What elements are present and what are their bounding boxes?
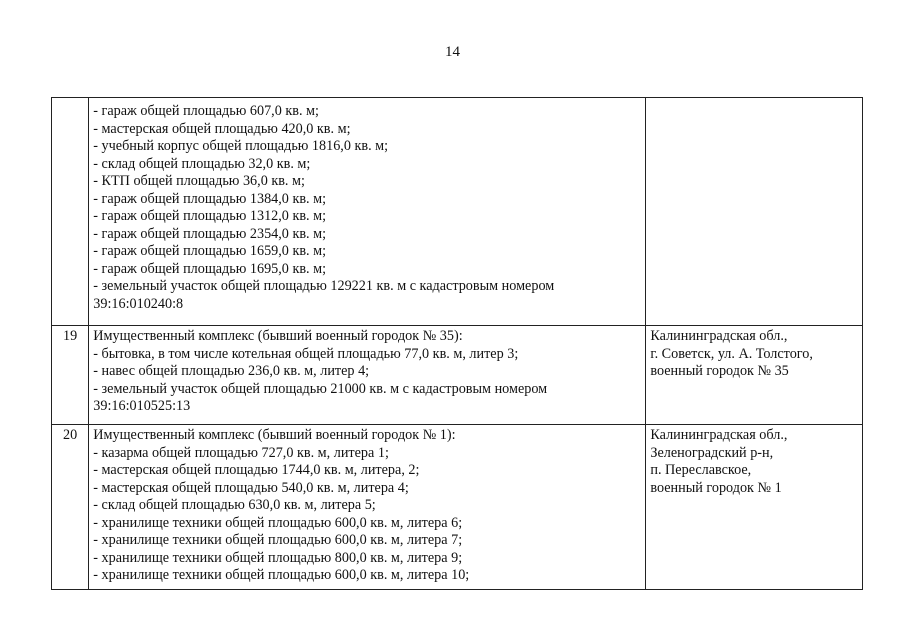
property-line: - гараж общей площадью 1384,0 кв. м; <box>93 190 327 207</box>
location-line: Калининградская обл., <box>650 328 788 344</box>
property-line: - хранилище техники общей площадью 600,0 кв. м, литера 10; <box>93 567 470 583</box>
property-line: - мастерская общей площадью 540,0 кв. м, литера 4; <box>93 479 409 496</box>
property-line: - склад общей площадью 630,0 кв. м, литера 5; <box>93 497 376 513</box>
table-row <box>52 326 863 425</box>
location-line: военный городок № 1 <box>650 479 782 496</box>
property-line: - мастерская общей площадью 420,0 кв. м; <box>93 120 351 137</box>
property-line: - казарма общей площадью 727,0 кв. м, литера 1; <box>93 444 389 461</box>
property-line: - хранилище техники общей площадью 800,0 кв. м, литера 9; <box>93 549 463 566</box>
location-line: военный городок № 35 <box>650 363 789 379</box>
property-line: 39:16:010240:8 <box>93 295 184 312</box>
location-cell <box>646 98 863 326</box>
row-number-cell <box>52 98 89 326</box>
property-line: - земельный участок общей площадью 21000 кв. м с кадастровым номером <box>93 380 548 397</box>
property-line: - навес общей площадью 236,0 кв. м, литер 4; <box>93 363 370 379</box>
location-cell <box>646 425 863 590</box>
property-description-cell <box>89 425 646 590</box>
row-number-cell: 19 <box>52 326 89 425</box>
property-registry-table <box>51 97 863 590</box>
property-line: Имущественный комплекс (бывший военный городок № 35): <box>93 328 463 344</box>
property-line: - земельный участок общей площадью 129221 кв. м с кадастровым номером <box>93 278 555 294</box>
location-line: г. Советск, ул. А. Толстого, <box>650 345 813 362</box>
location-line: п. Переславское, <box>650 462 752 478</box>
property-line: Имущественный комплекс (бывший военный городок № 1): <box>93 427 456 443</box>
property-line: - мастерская общей площадью 1744,0 кв. м, литера, 2; <box>93 462 420 478</box>
property-description-cell <box>89 98 646 326</box>
property-line: - хранилище техники общей площадью 600,0 кв. м, литера 7; <box>93 532 463 548</box>
property-line: - бытовка, в том числе котельная общей площадью 77,0 кв. м, литер 3; <box>93 345 519 362</box>
property-line: - хранилище техники общей площадью 600,0 кв. м, литера 6; <box>93 514 463 531</box>
property-line: - гараж общей площадью 1312,0 кв. м; <box>93 208 327 224</box>
row-number-cell: 20 <box>52 425 89 590</box>
location-line: Калининградская обл., <box>650 427 788 443</box>
property-line: - гараж общей площадью 2354,0 кв. м; <box>93 225 327 242</box>
property-line: - гараж общей площадью 607,0 кв. м; <box>93 103 319 119</box>
property-description-cell <box>89 326 646 425</box>
table-row <box>52 425 863 590</box>
property-line: - гараж общей площадью 1695,0 кв. м; <box>93 260 327 277</box>
property-line: - учебный корпус общей площадью 1816,0 кв. м; <box>93 138 389 154</box>
property-line: - КТП общей площадью 36,0 кв. м; <box>93 173 305 189</box>
property-line: 39:16:010525:13 <box>93 398 191 414</box>
property-line: - склад общей площадью 32,0 кв. м; <box>93 155 311 172</box>
location-line: Зеленоградский р-н, <box>650 444 774 461</box>
location-cell <box>646 326 863 425</box>
table-row <box>52 98 863 326</box>
page-number: 14 <box>445 44 460 60</box>
property-line: - гараж общей площадью 1659,0 кв. м; <box>93 243 327 259</box>
